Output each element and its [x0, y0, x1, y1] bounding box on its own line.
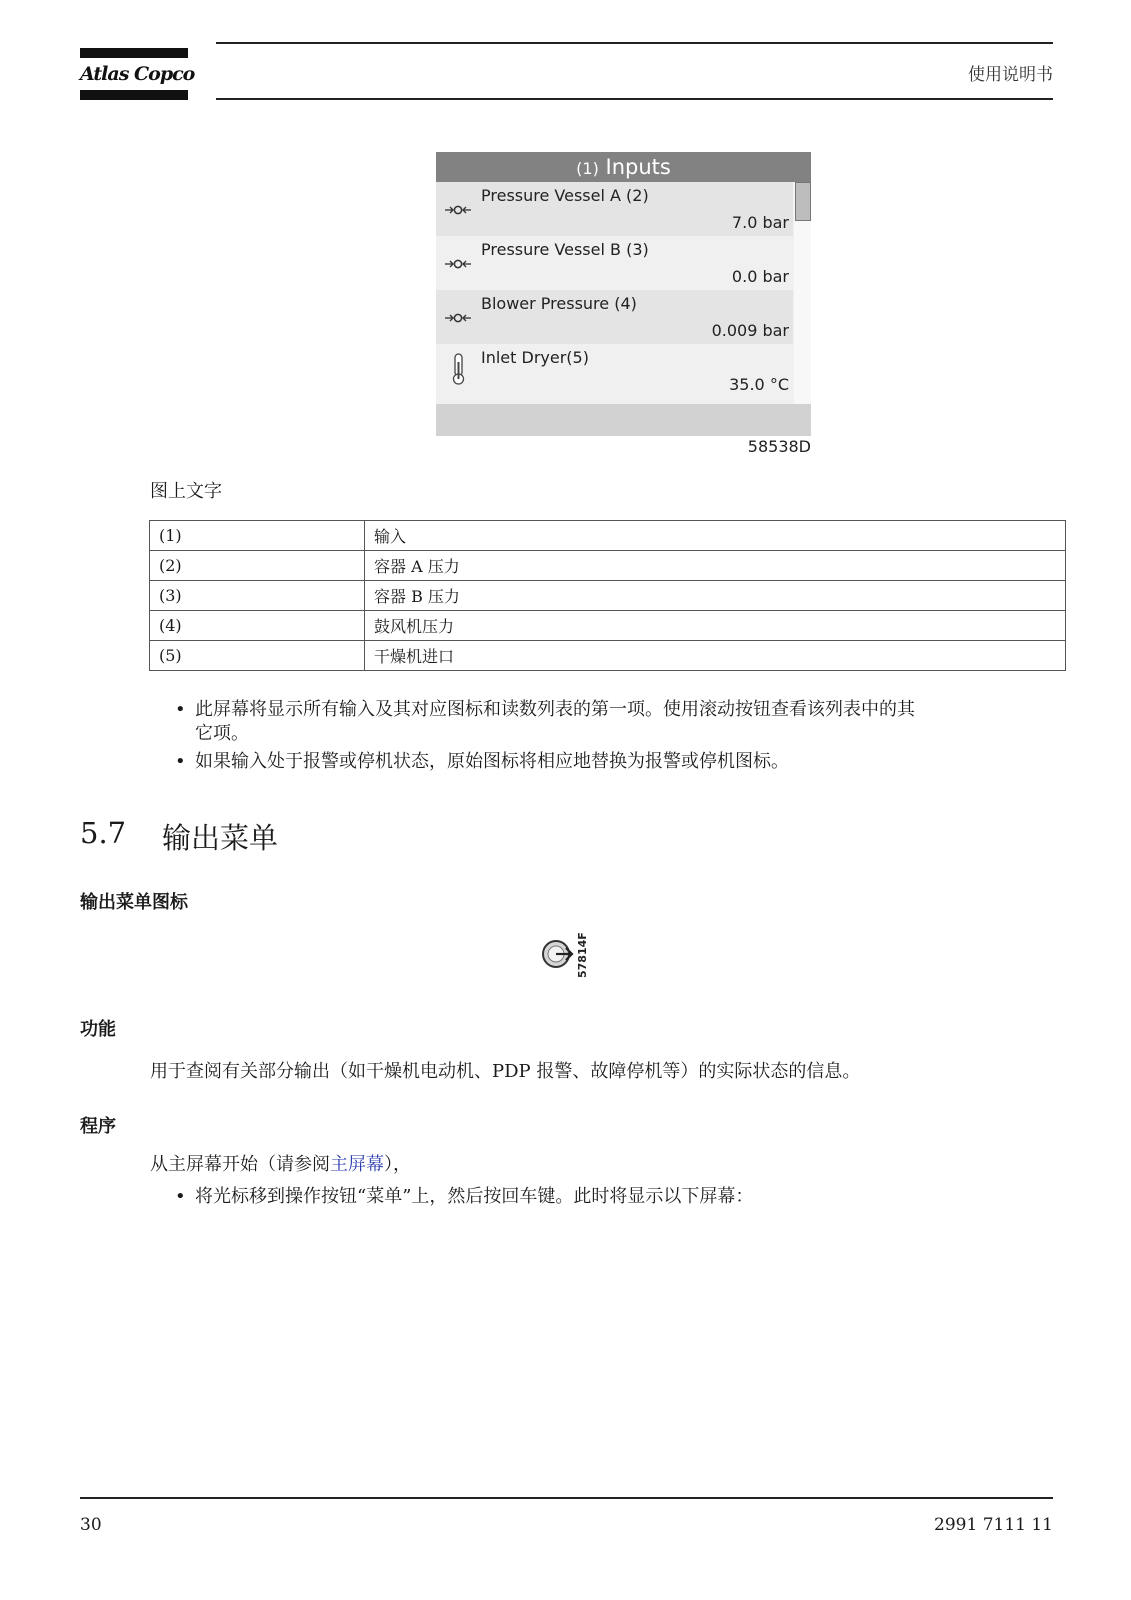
bullet-text-line2: 它项。 [195, 723, 249, 744]
figure-id: 58538D [747, 437, 811, 456]
input-label: Blower Pressure (4) [481, 294, 637, 313]
table-row [150, 581, 1066, 611]
header-title: 使用说明书 [968, 65, 1053, 85]
legend-key: (1) [150, 521, 365, 551]
screen-title: Inputs [605, 155, 671, 179]
header-rule-top [216, 42, 1053, 44]
input-row-blower-pressure [436, 290, 793, 344]
screen-footer-bar [436, 404, 811, 436]
input-label: Pressure Vessel B (3) [481, 240, 649, 259]
legend-value: 干燥机进口 [365, 641, 1066, 671]
inputs-screen-figure [436, 152, 811, 436]
icon-figure-id: 57814F [576, 932, 589, 978]
legend-value: 输入 [365, 521, 1066, 551]
input-label: Inlet Dryer(5) [481, 348, 589, 367]
legend-key: (3) [150, 581, 365, 611]
input-row-inlet-dryer [436, 344, 793, 398]
procedure-intro: 从主屏幕开始（请参阅主屏幕）， [150, 1154, 411, 1175]
legend-key: (2) [150, 551, 365, 581]
atlas-copco-logo [80, 48, 195, 100]
section-number: 5.7 [80, 816, 127, 850]
input-label: Pressure Vessel A (2) [481, 186, 649, 205]
pressure-sensor-icon [444, 252, 474, 276]
list-item [175, 1185, 1055, 1209]
legend-key: (4) [150, 611, 365, 641]
function-heading: 功能 [80, 1019, 116, 1040]
figure-caption: 图上文字 [150, 481, 222, 502]
list-item [175, 750, 1055, 774]
table-row [150, 641, 1066, 671]
scrollbar-thumb [795, 182, 811, 221]
procedure-heading: 程序 [80, 1116, 116, 1137]
input-value: 0.0 bar [731, 267, 789, 286]
page-number: 30 [80, 1515, 102, 1535]
screen-title-ref: (1) [576, 159, 599, 178]
screen-title-bar [436, 152, 811, 182]
function-text: 用于查阅有关部分输出（如干燥机电动机、PDP 报警、故障停机等）的实际状态的信息。 [150, 1061, 861, 1082]
bullet-text-line1: 此屏幕将显示所有输入及其对应图标和读数列表的第一项。使用滚动按钮查看该列表中的其 [195, 699, 915, 720]
legend-value: 鼓风机压力 [365, 611, 1066, 641]
input-row-pressure-vessel-b [436, 236, 793, 290]
input-row-pressure-vessel-a [436, 182, 793, 236]
screen-scrollbar [794, 182, 811, 404]
document-number: 2991 7111 11 [934, 1515, 1053, 1535]
section-title: 输出菜单 [162, 821, 279, 855]
bullet-text: 将光标移到操作按钮“菜单”上，然后按回车键。此时将显示以下屏幕： [195, 1186, 754, 1207]
bullet-dot: • [175, 699, 186, 720]
thermometer-icon [444, 352, 474, 386]
input-value: 0.009 bar [711, 321, 789, 340]
table-row [150, 551, 1066, 581]
legend-table [149, 520, 1066, 671]
list-item [175, 698, 1055, 746]
logo-text: Atlas Copco [80, 63, 195, 85]
input-value: 7.0 bar [731, 213, 789, 232]
bullet-dot: • [175, 1186, 186, 1207]
table-row [150, 611, 1066, 641]
legend-value: 容器 B 压力 [365, 581, 1066, 611]
table-row [150, 521, 1066, 551]
logo-bar-bottom [80, 90, 188, 100]
output-menu-icon [538, 930, 596, 980]
menu-icon-heading: 输出菜单图标 [80, 892, 188, 913]
legend-key: (5) [150, 641, 365, 671]
input-value: 35.0 °C [729, 375, 789, 394]
pressure-sensor-icon [444, 306, 474, 330]
header-rule-bottom [216, 98, 1053, 100]
legend-value: 容器 A 压力 [365, 551, 1066, 581]
footer-rule [80, 1497, 1053, 1499]
logo-bar-top [80, 48, 188, 58]
home-screen-link[interactable]: 主屏幕 [330, 1154, 384, 1175]
bullet-dot: • [175, 751, 186, 772]
bullet-text: 如果输入处于报警或停机状态，原始图标将相应地替换为报警或停机图标。 [195, 751, 789, 772]
pressure-sensor-icon [444, 198, 474, 222]
